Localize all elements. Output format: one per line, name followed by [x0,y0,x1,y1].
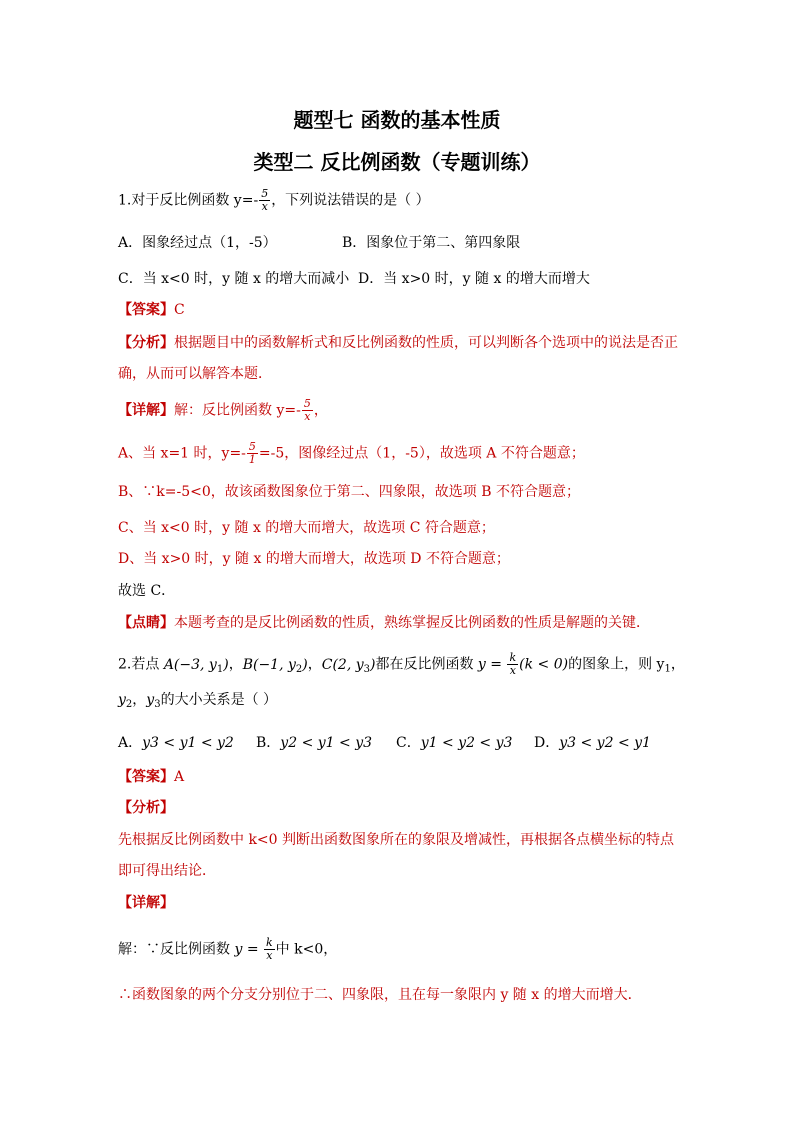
q2-function-fraction [507,652,518,677]
sub-title: 类型二 反比例函数（专题训练） [253,150,541,174]
q2-options [118,733,651,753]
q2-option-a [118,733,256,753]
point-b-sub: 2 [295,663,303,675]
fraction-denominator: x [266,949,273,962]
point-a-text: A(−3, y [163,656,217,673]
option-label: B． [256,735,281,751]
q1-option-c: C．当 x<0 时，y 随 x 的增大而减小 [118,271,350,287]
q2-analysis-tag: 【分析】 [118,800,174,816]
q2-answer [118,767,184,787]
option-expr: y2 < y1 < y3 [280,735,373,751]
point-a: A(−3, $y_1$) [163,656,229,675]
q2-stem-tail: 的图象上，则 y [568,656,665,673]
q2-stem-mid: 都在反比例函数 [375,656,478,673]
q1-stem-prefix: 1.对于反比例函数 y=- [118,192,259,209]
q1-conclusion: 故选 C． [118,583,176,599]
q1-option-b: B．图象位于第二、第四象限 [342,235,521,251]
main-title: 题型七 函数的基本性质 [293,108,501,132]
q2-analysis-line2: 即可得出结论． [118,863,216,879]
function-y: y = [234,941,263,958]
q2-detail-tag: 【详解】 [118,895,174,911]
option-expr: y3 < y1 < y2 [142,735,234,751]
analysis-text: 根据题目中的函数解析式和反比例函数的性质，可以判断各个选项中的说法是否正 [174,335,678,351]
point-c: C(2, $y_3$) [321,656,376,675]
q1-detail-d: D、当 x>0 时，y 随 x 的增大而增大，故选项 D 不符合题意； [118,551,510,567]
q1-stem-fraction [259,188,270,213]
q2-detail-line1 [118,937,337,962]
q1-stem-suffix: ，下列说法错误的是（ ） [271,192,430,209]
answer-value: A [174,769,185,785]
detail-intro-text: 解：反比例函数 y=- [174,402,301,419]
option-label: A． [118,735,143,751]
option-expr: y1 < y2 < y3 [420,735,513,751]
q1-detail-a [118,441,585,466]
function-condition: (k < 0) [519,656,569,673]
q2-detail-fraction [264,937,275,962]
q2-option-b [256,733,396,753]
comment-text: 本题考查的是反比例函数的性质，熟练掌握反比例函数的性质是解题的关键． [174,615,650,631]
q1-detail-intro [118,398,328,423]
q1-option-d: D．当 x>0 时，y 随 x 的增大而增大 [358,271,590,287]
q2-stem-question: 的大小关系是（ ） [160,692,278,708]
q1-comment [118,613,650,633]
fraction-denominator: 1 [248,453,256,466]
option-expr: y3 < y2 < y1 [559,735,651,751]
fraction-numerator: 5 [303,397,311,410]
q2-analysis-line1: 先根据反比例函数中 k<0 判断出函数图象所在的象限及增减性，再根据各点横坐标的特点 [118,832,675,848]
detail-a-suffix: =-5，图像经过点（1，-5），故选项 A 不符合题意； [258,445,585,462]
q1-stem [118,188,430,213]
q1-answer [118,300,185,320]
fraction-denominator: x [509,664,516,677]
q1-analysis-line1 [118,333,678,353]
detail-intro-fraction [302,398,313,423]
fraction-numerator: k [509,651,517,664]
answer-tag: 【答案】 [118,302,174,318]
answer-value: C [174,302,185,318]
detail-tag: 【详解】 [118,402,174,419]
fraction-numerator: 5 [248,440,256,453]
q2-stem-line2: $y_2$，$y_3$的大小关系是（ ） [118,692,278,710]
answer-tag: 【答案】 [118,769,174,785]
detail-a-prefix: A、当 x=1 时，y=- [118,445,246,462]
point-c-text: C(2, y [321,656,364,673]
fraction-numerator: k [266,936,273,949]
point-a-sub: 1 [216,663,224,675]
q1-option-a: A．图象经过点（1，-5） [118,235,277,251]
detail-intro-suffix: ， [313,402,328,419]
q2-stem-line1: 2.若点 A(−3, $y_1$)，B(−1, $y_2$)，C(2, $y_3$)都在反比例函数 y = $\frac{k}{x}$ (k < 0)的图象上，则 $y_1$， [118,651,685,677]
point-c-sub: 3 [363,663,370,675]
detail-1-suffix: 中 k<0， [275,941,338,958]
detail-1-prefix: 解：∵反比例函数 [118,941,235,958]
function-y: y = [477,656,507,673]
fraction-numerator: 5 [261,187,269,200]
option-label: C． [396,735,421,751]
point-b: B(−1, $y_2$) [242,656,308,675]
detail-a-fraction [247,441,258,466]
q2-option-c [396,733,534,753]
comment-tag: 【点睛】 [118,615,174,631]
q2-option-d [534,733,651,753]
analysis-tag: 【分析】 [118,335,174,351]
q2-detail-line2: ∴函数图象的两个分支分别位于二、四象限，且在每一象限内 y 随 x 的增大而增大． [118,987,642,1003]
fraction-denominator: x [304,410,311,423]
q1-detail-b: B、∵k=-5<0，故该函数图象位于第二、四象限，故选项 B 不符合题意； [118,484,580,500]
fraction-denominator: x [261,200,268,213]
point-b-text: B(−1, y [242,656,296,673]
q2-y2: y [118,692,126,708]
q1-analysis-line2: 确，从而可以解答本题． [118,366,272,382]
q1-detail-c: C、当 x<0 时，y 随 x 的增大而增大，故选项 C 符合题意； [118,520,495,536]
option-label: D． [534,735,560,751]
q2-stem-prefix: 2.若点 [118,656,164,673]
